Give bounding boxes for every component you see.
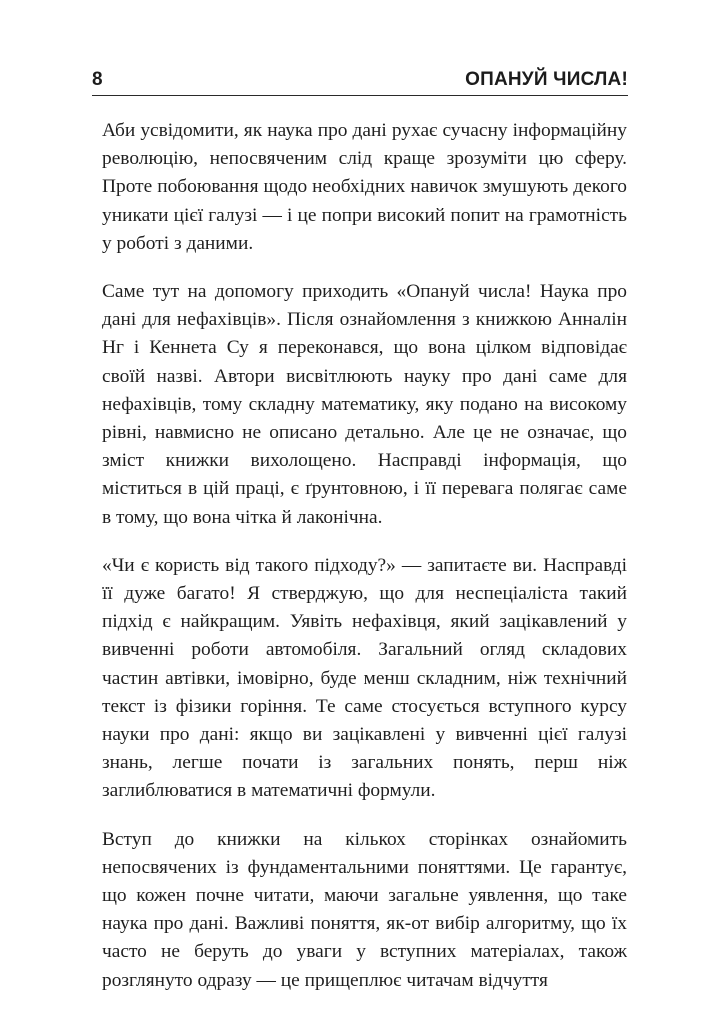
header-rule [92, 95, 628, 97]
page-number: 8 [92, 69, 103, 90]
running-title: ОПАНУЙ ЧИСЛА! [465, 69, 628, 90]
page-header [92, 66, 628, 96]
body-text [102, 117, 627, 1015]
paragraph-1: Аби усвідомити, як наука про дані рухає сучасну інформаційну революцію, непосвяченим слід краще зрозуміти цю сферу. Проте побоювання щодо необхідних навичок змушують декого уникати цієї галузі — і це попри високий попит на грамотність у роботі з даними. [102, 120, 627, 254]
paragraph-2: Саме тут на допомогу приходить «Опануй числа! Наука про дані для нефахівців». Після ознайомлення з книжкою Анналін Нг і Кеннета Су я переконався, що вона цілком відповідає своїй назві. Автори висвітлюють науку про дані саме для нефахівців, тому складну математику, яку подано на високому рівні, навмисно не описано детально. Але це не означає, що зміст книжки вихолощено. Насправді інформація, що міститься в цій праці, є ґрунтовною, і її перевага полягає саме в тому, що вона чітка й лаконічна. [102, 281, 627, 528]
paragraph-3: «Чи є користь від такого підходу?» — запитаєте ви. Насправді її дуже багато! Я стверджую, що для неспеціаліста такий підхід є найкращим. Уявіть нефахівця, який зацікавлений у вивченні роботи автомобіля. Загальний огляд складових частин автівки, імовірно, буде менш складним, ніж технічний текст із фізики горіння. Те саме стосується вступного курсу науки про дані: якщо ви зацікавлені у вивченні цієї галузі знань, легше почати із загальних понять, перш ніж заглиблюватися в математичні формули. [102, 554, 627, 802]
paragraph-4: Вступ до книжки на кількох сторінках ознайомить непосвячених із фундаментальними поняттями. Це гарантує, що кожен почне читати, маючи загальне уявлення, що таке наука про дані. Важливі поняття, як-от вибір алгоритму, що їх часто не беруть до уваги у вступних матеріалах, також розглянуто одразу — це прищеплює читачам відчуття [102, 828, 627, 991]
